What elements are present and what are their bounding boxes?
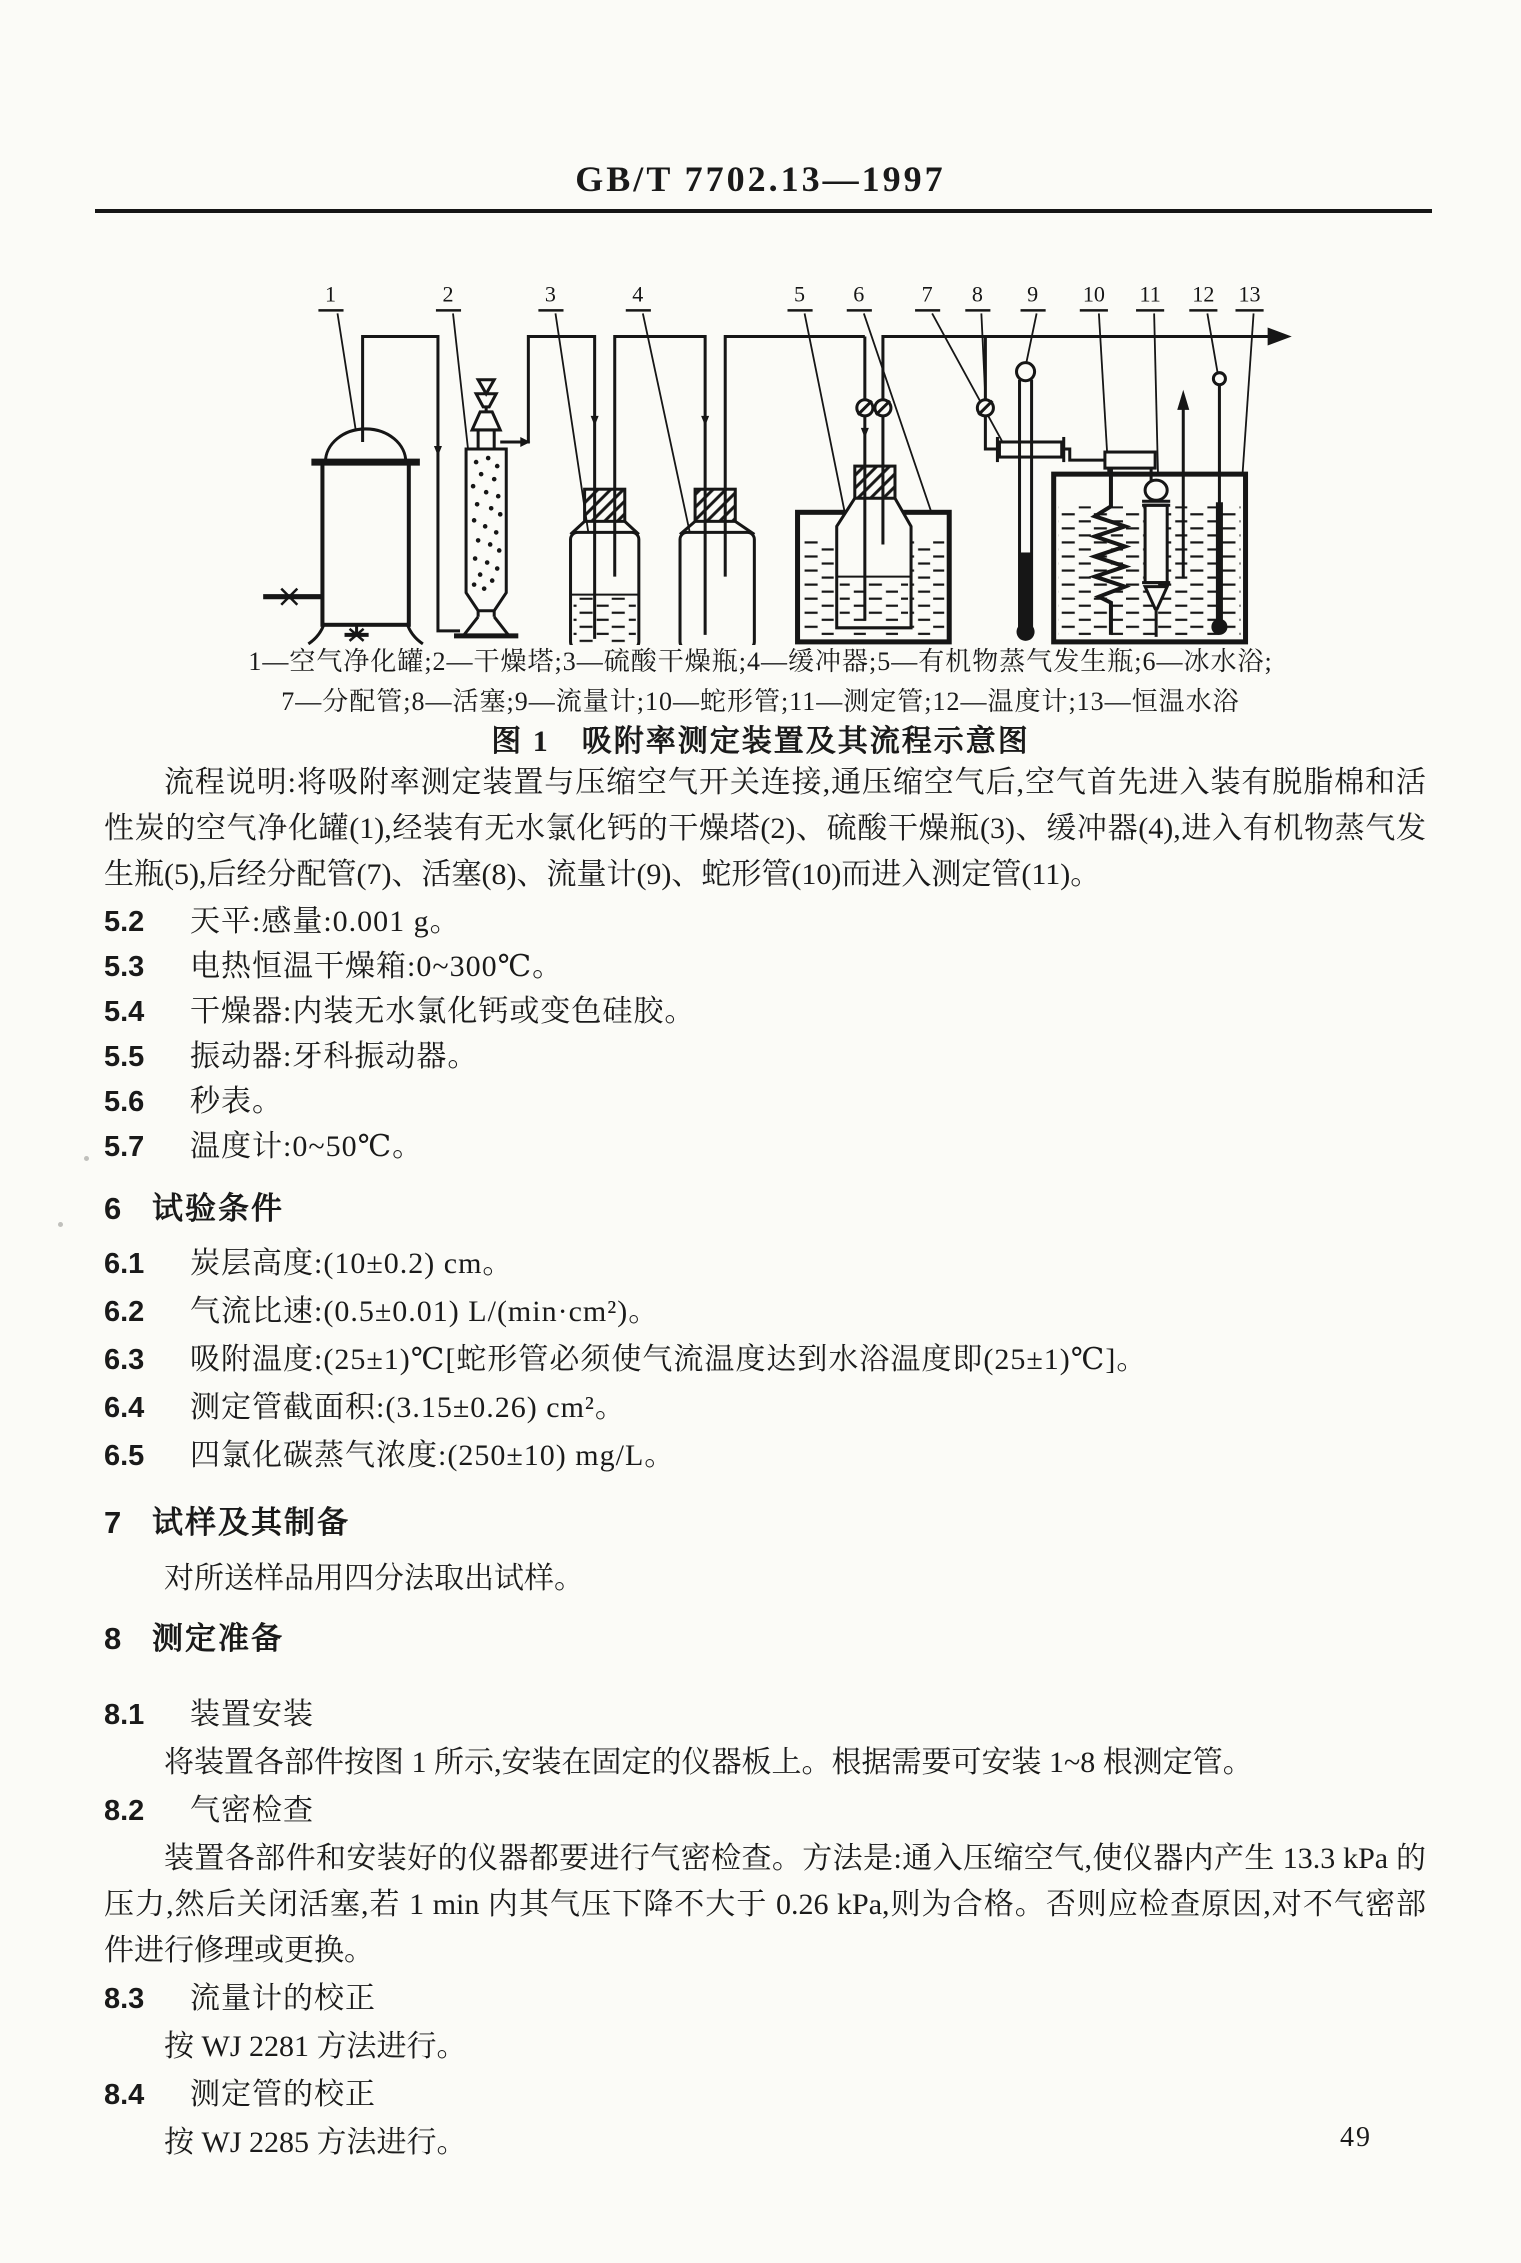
air-purifier-tank [263, 429, 423, 644]
clause-row [104, 899, 1426, 944]
part-label-6: 6 [853, 281, 865, 307]
sulfuric-acid-bottle [571, 489, 639, 645]
clause-number: 5.2 [104, 906, 145, 938]
drying-tower [454, 380, 518, 636]
paragraph-line: 装置各部件和安装好的仪器都要进行气密检查。方法是:通入压缩空气,使仪器内产生 13.3 kPa 的 [164, 1842, 1426, 1875]
section-8-heading [104, 1616, 1426, 1663]
clause-row [104, 989, 1426, 1034]
clause-8-4-paragraph: 按 WJ 2285 方法进行。 [164, 2126, 467, 2159]
part-label-10: 10 [1082, 281, 1105, 307]
clause-number: 6.4 [104, 1392, 145, 1424]
clause-8-4-heading [104, 2072, 1426, 2118]
clause-text: 振动器:牙科振动器。 [190, 1040, 479, 1073]
clause-number: 6.1 [104, 1248, 145, 1280]
standard-number-header: GB/T 7702.13—1997 [575, 159, 946, 199]
clause-row [104, 1336, 1426, 1384]
clause-number: 6.2 [104, 1296, 145, 1328]
clause-number: 8.2 [104, 1795, 145, 1827]
stopcocks [857, 400, 994, 416]
part-label-11: 11 [1139, 281, 1161, 307]
clause-number: 8.4 [104, 2079, 145, 2111]
clause-8-2-heading [104, 1788, 1426, 1834]
part-label-1: 1 [324, 281, 336, 307]
clause-number: 6.3 [104, 1344, 145, 1376]
page-number: 49 [1340, 2122, 1372, 2153]
clause-8-3-heading [104, 1976, 1426, 2022]
clause-8-3-paragraph: 按 WJ 2281 方法进行。 [164, 2030, 467, 2063]
clause-text: 吸附温度:(25±1)℃[蛇形管必须使气流温度达到水浴温度即(25±1)℃]。 [190, 1343, 1148, 1376]
clause-text: 炭层高度:(10±0.2) cm。 [190, 1247, 514, 1280]
distribution-cross [997, 437, 1104, 462]
bridge-tube [1105, 452, 1155, 468]
clause-number: 5.6 [104, 1086, 145, 1118]
scan-speck [58, 1222, 63, 1227]
scan-speck [84, 1156, 89, 1161]
clause-row [104, 1034, 1426, 1079]
clause-row [104, 1432, 1426, 1480]
figure-part-labels [325, 281, 1261, 306]
figure-title: 图 1 吸附率测定装置及其流程示意图 [491, 725, 1030, 758]
header-rule [95, 209, 1432, 213]
clause-row [104, 1124, 1426, 1169]
clause-title: 气密检查 [190, 1794, 314, 1827]
ice-water-bath [798, 466, 950, 642]
section-7-paragraph: 对所送样品用四分法取出试样。 [164, 1562, 584, 1595]
clause-8-1-paragraph: 将装置各部件按图 1 所示,安装在固定的仪器板上。根据需要可安装 1~8 根测定管。 [164, 1746, 1253, 1779]
figure-apparatus-diagram [225, 243, 1350, 645]
section-6-clauses [104, 1240, 1426, 1480]
section-6-heading [104, 1186, 1426, 1233]
clause-number: 5.4 [104, 996, 145, 1028]
clause-8-2-paragraph [104, 1836, 1426, 1974]
clause-number: 5.7 [104, 1131, 145, 1163]
clause-number: 5.3 [104, 951, 145, 983]
clause-row [104, 1288, 1426, 1336]
clause-row [104, 1384, 1426, 1432]
clause-text: 气流比速:(0.5±0.01) L/(min·cm²)。 [190, 1295, 660, 1328]
part-label-7: 7 [921, 281, 933, 307]
clause-text: 测定管截面积:(3.15±0.26) cm²。 [190, 1391, 626, 1424]
clause-title: 流量计的校正 [190, 1982, 376, 2015]
section-title: 测定准备 [152, 1621, 284, 1656]
paragraph-line: 流程说明:将吸附率测定装置与压缩空气开关连接,通压缩空气后,空气首先进入装有脱脂棉和活 [164, 766, 1426, 799]
clause-row [104, 1240, 1426, 1288]
part-label-3: 3 [544, 281, 556, 307]
section-number: 7 [104, 1505, 122, 1540]
part-label-9: 9 [1027, 281, 1039, 307]
section-number: 6 [104, 1191, 122, 1226]
clause-row [104, 1079, 1426, 1124]
part-label-5: 5 [794, 281, 806, 307]
section-7-heading [104, 1500, 1426, 1547]
figure-caption-line2: 7—分配管;8—活塞;9—流量计;10—蛇形管;11—测定管;12—温度计;13—恒温水浴 [281, 687, 1240, 716]
section-5-clauses [104, 899, 1426, 1169]
buffer-bottle [680, 489, 754, 645]
paragraph-line: 件进行修理或更换。 [104, 1934, 374, 1967]
part-label-13: 13 [1238, 281, 1261, 307]
clause-number: 5.5 [104, 1041, 145, 1073]
clause-title: 装置安装 [190, 1698, 314, 1731]
section-number: 8 [104, 1621, 122, 1656]
clause-text: 干燥器:内装无水氯化钙或变色硅胶。 [190, 995, 696, 1028]
flow-meter [1017, 363, 1035, 641]
clause-title: 测定管的校正 [190, 2078, 376, 2111]
clause-text: 秒表。 [190, 1085, 283, 1118]
part-label-2: 2 [442, 281, 454, 307]
paragraph-line: 生瓶(5),后经分配管(7)、活塞(8)、流量计(9)、蛇形管(10)而进入测定管(11)。 [104, 858, 1101, 891]
clause-text: 温度计:0~50℃。 [190, 1130, 424, 1163]
clause-text: 天平:感量:0.001 g。 [190, 905, 461, 938]
clause-row [104, 944, 1426, 989]
clause-number: 6.5 [104, 1440, 145, 1472]
clause-text: 电热恒温干燥箱:0~300℃。 [190, 950, 564, 983]
section-title: 试验条件 [152, 1191, 284, 1226]
paragraph-line: 压力,然后关闭活塞,若 1 min 内其气压下降不大于 0.26 kPa,则为合格。否则应检查原因,对不气密部 [104, 1888, 1426, 1921]
part-label-12: 12 [1192, 281, 1215, 307]
figure-caption-line1: 1—空气净化罐;2—干燥塔;3—硫酸干燥瓶;4—缓冲器;5—有机物蒸气发生瓶;6—冰水浴; [248, 647, 1273, 676]
flow-description-paragraph [104, 760, 1426, 898]
section-title: 试样及其制备 [152, 1505, 350, 1540]
part-label-8: 8 [971, 281, 983, 307]
paragraph-line: 性炭的空气净化罐(1),经装有无水氯化钙的干燥塔(2)、硫酸干燥瓶(3)、缓冲器(4),进入有机物蒸气发 [104, 812, 1426, 845]
clause-number: 8.3 [104, 1983, 145, 2015]
clause-number: 8.1 [104, 1699, 145, 1731]
apparatus-schematic [225, 243, 1350, 645]
clause-text: 四氯化碳蒸气浓度:(250±10) mg/L。 [190, 1439, 676, 1472]
clause-8-1-heading [104, 1692, 1426, 1738]
part-label-4: 4 [632, 281, 644, 307]
